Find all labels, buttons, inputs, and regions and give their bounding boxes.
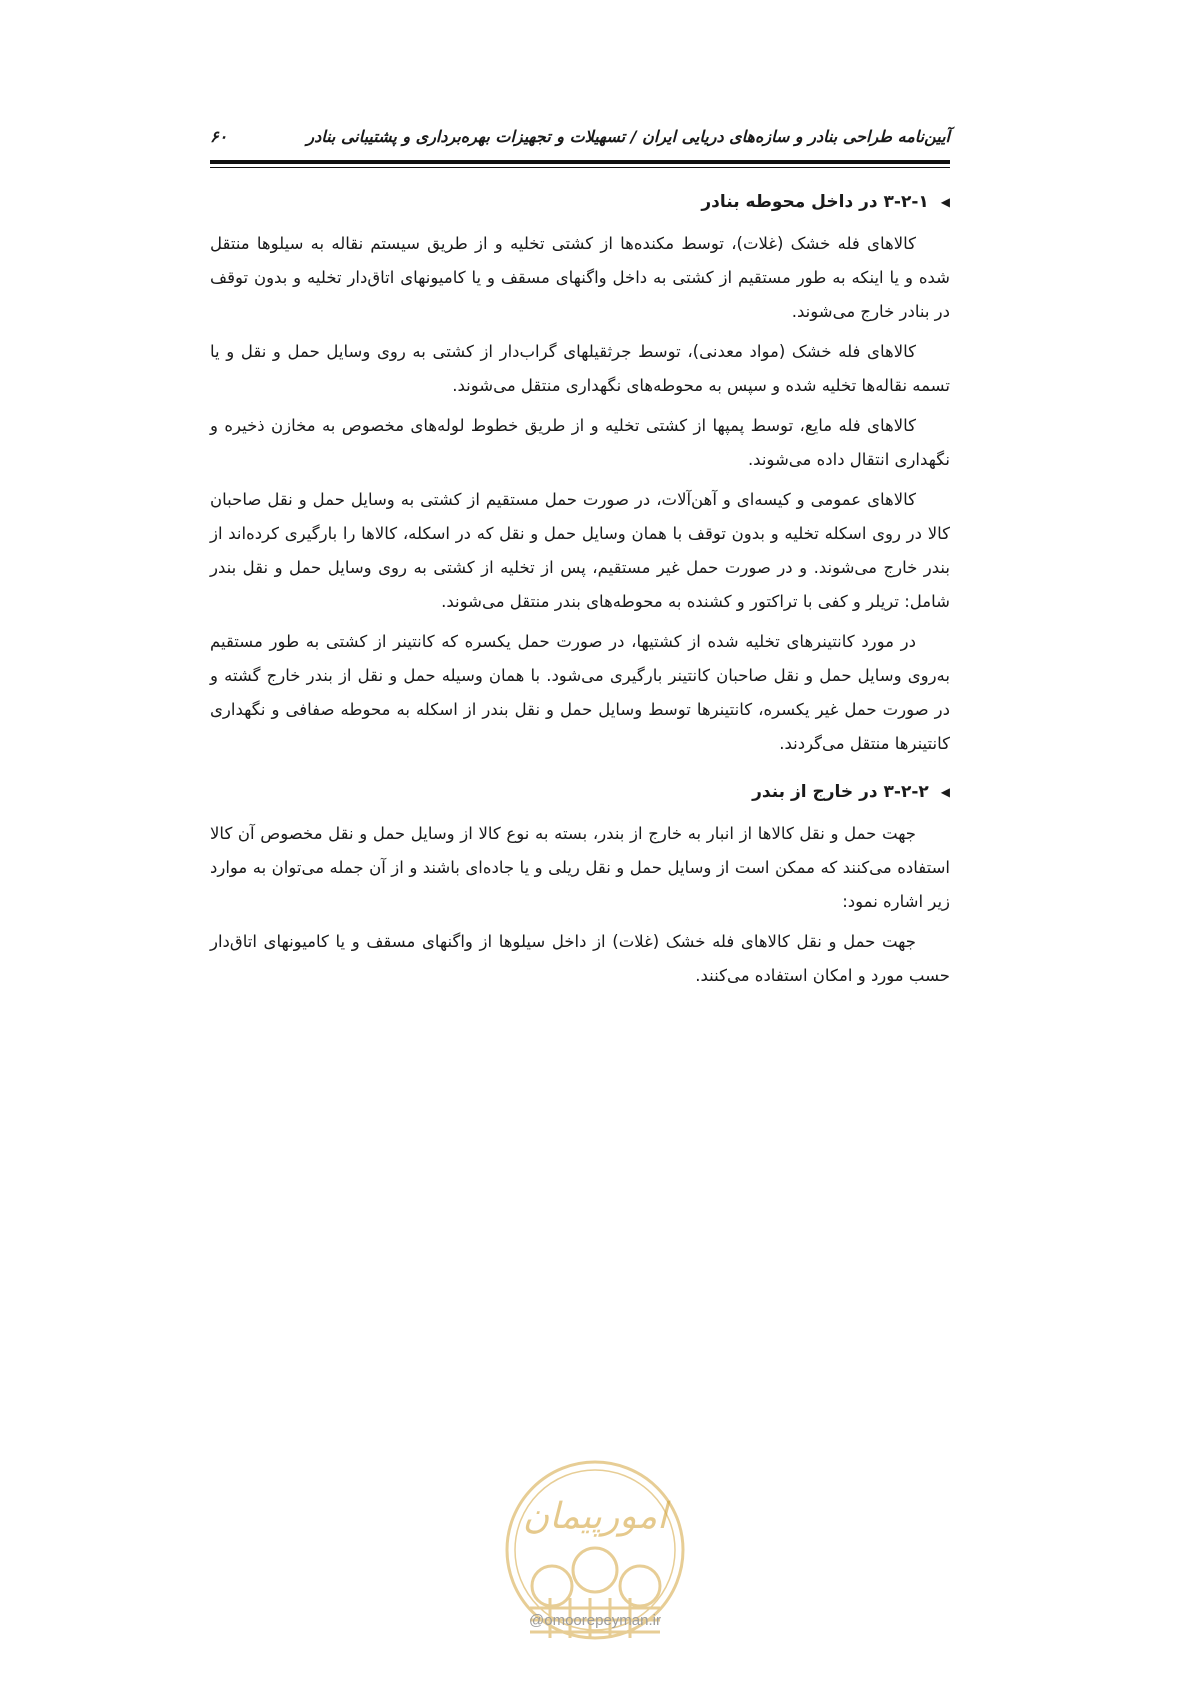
paragraph: جهت حمل و نقل کالاهای فله خشک (غلات) از داخل سیلوها از واگنهای مسقف و یا کامیونهای اتاق‌دار حسب مورد و امکان استفاده می‌کنند. <box>210 932 950 985</box>
page-number: ۶۰ <box>210 127 228 146</box>
running-header <box>210 127 950 153</box>
section-heading-inside-ports <box>210 185 950 219</box>
header-rule-thin <box>210 167 950 168</box>
paragraph: کالاهای عمومی و کیسه‌ای و آهن‌آلات، در صورت حمل مستقیم از کشتی به وسایل حمل و نقل صاحبان کالا در روی اسکله تخلیه و بدون توقف با همان وسایل حمل و نقل که در اسکله، کالاها را بارگیری کرده‌اند از بندر خارج می‌شوند. و در صورت حمل غیر مستقیم، پس از تخلیه از کشتی به روی وسایل حمل و نقل بندر شامل: تریلر و کفی با تراکتور و کشنده به محوطه‌های بندر منتقل می‌شوند. <box>210 490 950 611</box>
svg-text:امورپیمان: امورپیمان <box>522 1496 668 1537</box>
header-title: آیین‌نامه طراحی بنادر و سازه‌های دریایی ایران / تسهیلات و تجهیزات بهره‌برداری و پشتیبانی بنادر <box>306 127 950 146</box>
paragraph: کالاهای فله خشک (مواد معدنی)، توسط جرثقیلهای گراب‌دار از کشتی به روی وسایل حمل و نقل و یا تسمه نقاله‌ها تخلیه شده و سپس به محوطه‌های نگهداری منتقل می‌شوند. <box>210 342 950 395</box>
triangle-bullet-icon: ◀ <box>940 785 950 799</box>
paragraph: جهت حمل و نقل کالاها از انبار به خارج از بندر، بسته به نوع کالا از وسایل حمل و نقل مخصوص آن کالا استفاده می‌کنند که ممکن است از وسایل حمل و نقل ریلی و یا جاده‌ای باشند و از آن جمله می‌توان به موارد زیر اشاره نمود: <box>210 824 950 911</box>
watermark-url: @omoorepeyman.ir <box>529 1612 661 1629</box>
triangle-bullet-icon: ◀ <box>940 195 950 209</box>
watermark-logo <box>490 1458 700 1668</box>
paragraph: کالاهای فله خشک (غلات)، توسط مکنده‌ها از کشتی تخلیه و از طریق سیستم نقاله به سیلوها منتقل شده و یا اینکه به طور مستقیم از کشتی به داخل واگنهای مسقف و یا کامیونهای اتاق‌دار تخلیه و بدون توقف در بنادر خارج می‌شوند. <box>210 234 950 321</box>
section-heading-text: ۳-۲-۲ در خارج از بندر <box>752 782 929 802</box>
page-body <box>210 185 950 999</box>
paragraph: کالاهای فله مایع، توسط پمپها از کشتی تخلیه و از طریق خطوط لوله‌های مخصوص به مخازن ذخیره و نگهداری انتقال داده می‌شوند. <box>210 416 950 469</box>
section-heading-text: ۳-۲-۱ در داخل محوطه بنادر <box>701 192 929 212</box>
paragraph: در مورد کانتینرهای تخلیه شده از کشتیها، در صورت حمل یکسره که کانتینر از کشتی به طور مستقیم به‌روی وسایل حمل و نقل صاحبان کانتینر بارگیری می‌شود. با همان وسیله حمل و نقل از بندر خارج گشته و در صورت حمل غیر یکسره، کانتینرها توسط وسایل حمل و نقل بندر از اسکله به محوطه صفافی و نگهداری کانتینرها منتقل می‌گردند. <box>210 632 950 753</box>
section-heading-outside-port <box>210 775 950 809</box>
header-rule-thick <box>210 160 950 164</box>
